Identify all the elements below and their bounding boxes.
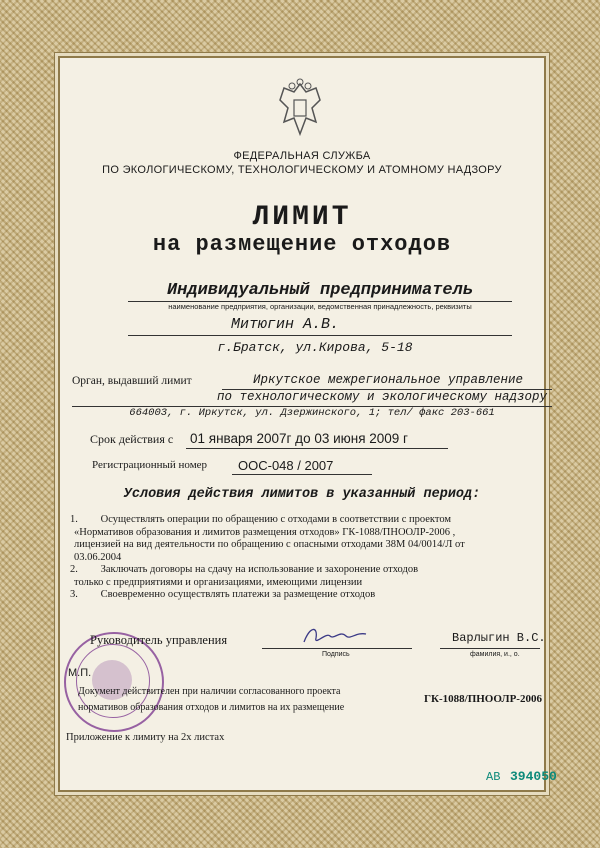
condition-number: 1. (70, 514, 78, 525)
stamp-placeholder: М.П. (68, 667, 92, 679)
validity-underline (186, 448, 448, 449)
issuer-line2: по технологическому и экологическому надзору (216, 390, 548, 404)
project-code: ГК-1088/ПНООЛР-2006 (424, 693, 542, 705)
document-subtitle: на размещение отходов (152, 232, 452, 257)
issuer-label: Орган, выдавший лимит (72, 375, 192, 387)
signature-caption: Подпись (322, 651, 350, 658)
validity-note-line1: Документ действителен при наличии согласованного проекта (78, 686, 341, 697)
condition-text: «Нормативов образования и лимитов размещения отходов» ГК-1088/ПНООЛР-2006 , (74, 526, 456, 538)
condition-item (70, 564, 540, 577)
holder-name: Митюгин А.В. (230, 316, 340, 333)
serial-number: 394050 (510, 769, 557, 784)
holder-address: г.Братск, ул.Кирова, 5-18 (217, 340, 413, 355)
issuer-line1: Иркутское межрегиональное управление (252, 373, 524, 387)
holder-type: Индивидуальный предприниматель (166, 281, 474, 300)
coat-of-arms-icon (270, 78, 330, 142)
appendix-note: Приложение к лимиту на 2х листах (66, 732, 225, 743)
conditions-list (70, 514, 540, 602)
validity-label: Срок действия с (90, 432, 174, 446)
condition-number: 2. (70, 564, 78, 575)
condition-item (70, 589, 540, 602)
condition-text: 03.06.2004 (74, 551, 122, 563)
condition-text: только с предприятиями и организациями, имеющими лицензии (74, 576, 363, 588)
agency-name-line2: ПО ЭКОЛОГИЧЕСКОМУ, ТЕХНОЛОГИЧЕСКОМУ И АТОМНОМУ НАДЗОРУ (102, 164, 502, 176)
signatory-role: Руководитель управления (90, 633, 228, 647)
condition-text: Заключать договоры на сдачу на использование и захоронение отходов (100, 564, 419, 575)
condition-item (70, 514, 540, 527)
registration-value: ООС-048 / 2007 (238, 458, 334, 473)
condition-text: лицензией на вид деятельности по обращению с опасными отходами 38М 04/0014/Л от (74, 539, 465, 550)
holder-caption: наименование предприятия, организации, ведомственная принадлежность, реквизиты (168, 302, 472, 311)
signature-image (300, 622, 370, 650)
issuer-line3: 664003, г. Иркутск, ул. Дзержинского, 1; тел/ факс 203-661 (129, 407, 495, 419)
serial-series: АВ (486, 770, 501, 784)
validity-value: 01 января 2007г до 03 июня 2009 г (190, 431, 408, 446)
registration-underline (232, 474, 372, 475)
condition-text: Своевременно осуществлять платежи за размещение отходов (100, 589, 376, 600)
name-caption: фамилия, и., о. (470, 651, 520, 658)
validity-note-line2: нормативов образования отходов и лимитов на их размещение (78, 702, 345, 713)
signatory-name: Варлыгин В.С. (452, 631, 546, 645)
registration-label: Регистрационный номер (92, 459, 208, 471)
conditions-heading: Условия действия лимитов в указанный период: (123, 487, 481, 502)
document-title: ЛИМИТ (252, 202, 352, 233)
agency-name-line1: ФЕДЕРАЛЬНАЯ СЛУЖБА (233, 150, 371, 162)
condition-number: 3. (70, 589, 78, 600)
name-line (440, 648, 540, 649)
name-underline (128, 335, 512, 336)
condition-text: Осуществлять операции по обращению с отходами в соответствии с проектом (100, 514, 452, 525)
